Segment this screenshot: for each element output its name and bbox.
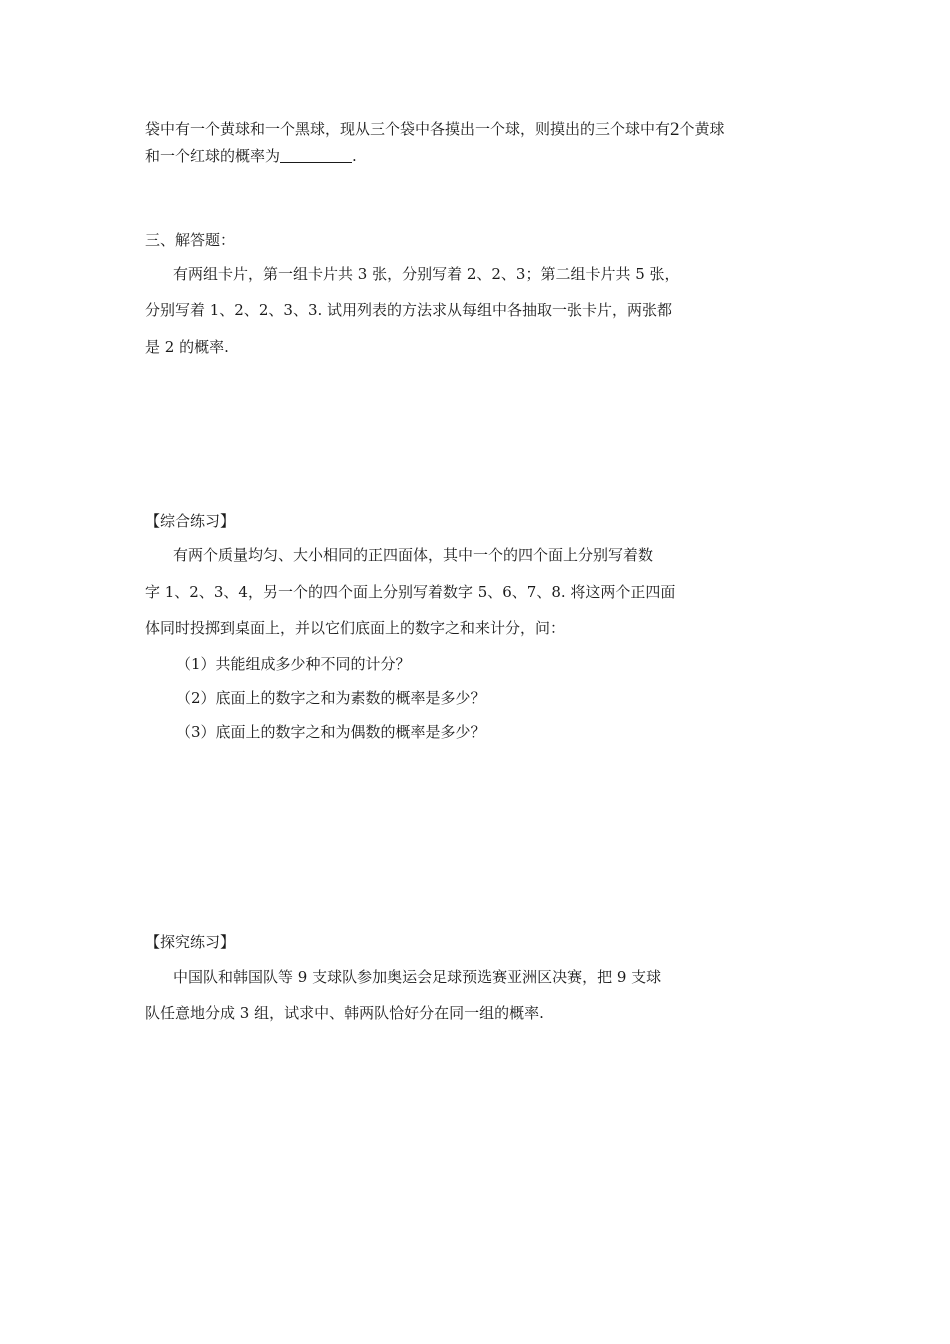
exploration-line-2: 队任意地分成 3 组，试求中、韩两队恰好分在同一组的概率. bbox=[145, 1004, 544, 1022]
exploration-line-1: 中国队和韩国队等 9 支球队参加奥运会足球预选赛亚洲区决赛，把 9 支球 bbox=[173, 968, 662, 986]
answer-blank bbox=[280, 148, 352, 163]
problem-top-line-1 bbox=[145, 119, 725, 140]
problem-top-line-2 bbox=[145, 146, 357, 166]
section-3-heading: 三、解答题： bbox=[145, 231, 236, 249]
comprehensive-line-2: 字 1、2、3、4，另一个的四个面上分别写着数字 5、6、7、8. 将这两个正四面 bbox=[145, 583, 676, 601]
comprehensive-question-1: （1）共能组成多少种不同的计分？ bbox=[176, 655, 411, 673]
problem-top-text-3: 和一个红球的概率为 bbox=[145, 147, 281, 165]
problem-top-text-2: 个黄球 bbox=[679, 120, 725, 138]
exploration-heading: 【探究练习】 bbox=[145, 933, 236, 951]
section-3-line-1: 有两组卡片，第一组卡片共 3 张，分别写着 2、2、3；第二组卡片共 5 张， bbox=[173, 265, 680, 283]
comprehensive-heading: 【综合练习】 bbox=[145, 512, 236, 530]
section-3-line-3: 是 2 的概率. bbox=[145, 338, 229, 356]
comprehensive-question-3: （3）底面上的数字之和为偶数的概率是多少？ bbox=[176, 723, 486, 741]
problem-top-number: 2 bbox=[670, 119, 680, 140]
problem-top-period: . bbox=[352, 147, 357, 165]
section-3-line-2: 分别写着 1、2、2、3、3. 试用列表的方法求从每组中各抽取一张卡片，两张都 bbox=[145, 301, 673, 319]
problem-top-text-1: 袋中有一个黄球和一个黑球，现从三个袋中各摸出一个球，则摸出的三个球中有 bbox=[145, 120, 671, 138]
comprehensive-line-1: 有两个质量均匀、大小相同的正四面体，其中一个的四个面上分别写着数 bbox=[173, 546, 654, 564]
comprehensive-line-3: 体同时投掷到桌面上，并以它们底面上的数字之和来计分，问： bbox=[145, 619, 566, 637]
comprehensive-question-2: （2）底面上的数字之和为素数的概率是多少？ bbox=[176, 689, 486, 707]
